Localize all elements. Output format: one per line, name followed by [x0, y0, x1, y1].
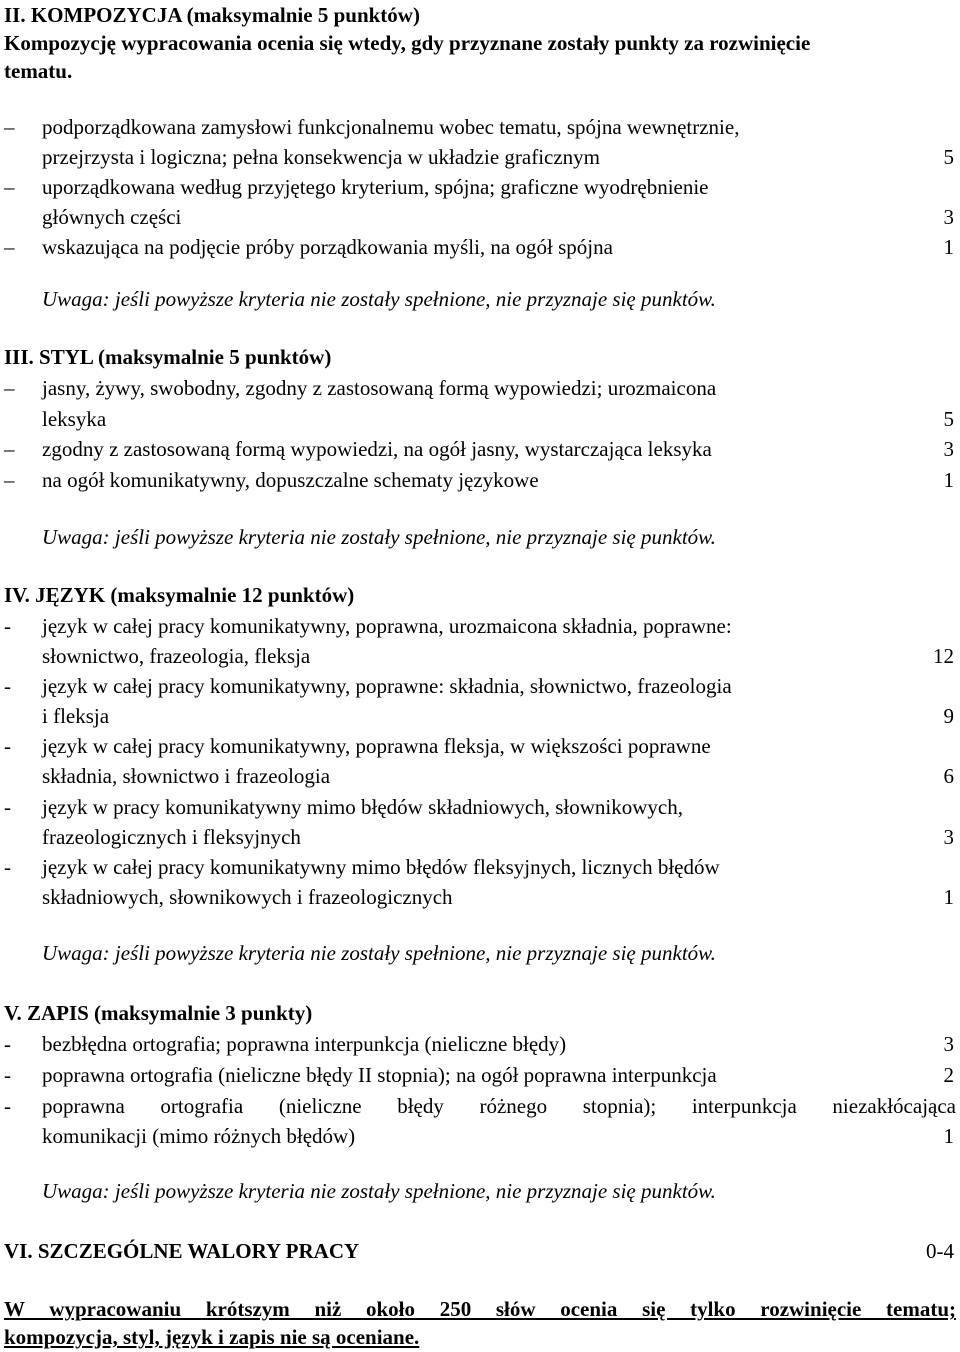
dash-marker: –: [4, 376, 15, 400]
dash-marker: -: [4, 734, 11, 758]
section-3-note: [0, 522, 960, 552]
section-4-heading: IV. JĘZYK (maksymalnie 12 punktów): [4, 583, 355, 607]
dash-marker: -: [4, 855, 11, 879]
section-2-intro-line-2: tematu.: [4, 59, 73, 83]
section-4-item-3: [0, 731, 960, 761]
section-3-item-1: [0, 373, 960, 403]
section-3-item-1-cont: [0, 404, 960, 434]
section-6-row: [0, 1236, 960, 1266]
section-5-item-3: [0, 1091, 960, 1121]
criterion-text: składnia, słownictwo i frazeologia: [42, 764, 331, 788]
score-value: 3: [943, 437, 954, 461]
section-4-item-1: [0, 611, 960, 641]
section-4-note: [0, 938, 960, 968]
criterion-text: głównych części: [42, 205, 182, 229]
score-value: 6: [943, 764, 954, 788]
dash-marker: -: [4, 795, 11, 819]
criterion-text: bezbłędna ortografia; poprawna interpunkcja (nieliczne błędy): [42, 1032, 567, 1056]
section-5-item-2: [0, 1060, 960, 1090]
section-2-item-3: [0, 232, 960, 262]
score-value: 3: [943, 825, 954, 849]
score-value: 1: [943, 885, 954, 909]
criterion-text: język w całej pracy komunikatywny, poprawne: składnia, słownictwo, frazeologia: [42, 674, 732, 698]
criterion-text: język w całej pracy komunikatywny mimo błędów fleksyjnych, licznych błędów: [42, 855, 720, 879]
section-3-heading: III. STYL (maksymalnie 5 punktów): [4, 345, 332, 369]
score-value: 0-4: [926, 1239, 954, 1263]
score-value: 1: [943, 468, 954, 492]
section-2-item-1: [0, 112, 960, 142]
section-5-item-1: [0, 1029, 960, 1059]
section-4-item-3-cont: [0, 761, 960, 791]
section-5-heading: V. ZAPIS (maksymalnie 3 punkty): [4, 1001, 313, 1025]
note-text: Uwaga: jeśli powyższe kryteria nie zostały spełnione, nie przyznaje się punktów.: [42, 941, 716, 965]
final-note-text: W wypracowaniu krótszym niż około 250 słów ocenia się tylko rozwinięcie tematu;: [4, 1297, 956, 1321]
dash-marker: –: [4, 115, 15, 139]
section-3-item-2: [0, 434, 960, 464]
score-value: 5: [943, 145, 954, 169]
criterion-text: frazeologicznych i fleksyjnych: [42, 825, 301, 849]
dash-marker: -: [4, 614, 11, 638]
section-2-item-1-cont: [0, 142, 960, 172]
section-3-item-3: [0, 465, 960, 495]
criterion-text: na ogół komunikatywny, dopuszczalne schematy językowe: [42, 468, 539, 492]
section-2-heading: II. KOMPOZYCJA (maksymalnie 5 punktów): [4, 3, 420, 27]
criterion-text: słownictwo, frazeologia, fleksja: [42, 644, 311, 668]
final-note-line-2: [0, 1322, 960, 1352]
score-value: 2: [943, 1063, 954, 1087]
section-4-item-5-cont: [0, 882, 960, 912]
dash-marker: -: [4, 1032, 11, 1056]
score-value: 5: [943, 407, 954, 431]
criterion-text: język w pracy komunikatywny mimo błędów składniowych, słownikowych,: [42, 795, 683, 819]
criterion-text: zgodny z zastosowaną formą wypowiedzi, na ogół jasny, wystarczająca leksyka: [42, 437, 712, 461]
score-value: 9: [943, 704, 954, 728]
criterion-text: uporządkowana według przyjętego kryterium, spójna; graficzne wyodrębnienie: [42, 175, 709, 199]
note-text: Uwaga: jeśli powyższe kryteria nie zostały spełnione, nie przyznaje się punktów.: [42, 1179, 716, 1203]
section-2-note: [0, 284, 960, 314]
section-4-item-5: [0, 852, 960, 882]
section-4-item-4-cont: [0, 822, 960, 852]
section-5-item-3-cont: [0, 1121, 960, 1151]
criterion-text: leksyka: [42, 407, 107, 431]
section-4-item-2: [0, 671, 960, 701]
section-2-item-2-cont: [0, 202, 960, 232]
note-text: Uwaga: jeśli powyższe kryteria nie zostały spełnione, nie przyznaje się punktów.: [42, 525, 716, 549]
dash-marker: -: [4, 1094, 11, 1118]
score-value: 1: [943, 235, 954, 259]
criterion-text: przejrzysta i logiczna; pełna konsekwencja w układzie graficznym: [42, 145, 601, 169]
final-note-text: kompozycja, styl, język i zapis nie są oceniane.: [4, 1325, 420, 1349]
criterion-text: język w całej pracy komunikatywny, poprawna, urozmaicona składnia, poprawne:: [42, 614, 732, 638]
section-2-item-2: [0, 172, 960, 202]
criterion-text: składniowych, słownikowych i frazeologicznych: [42, 885, 453, 909]
score-value: 3: [943, 205, 954, 229]
section-6-heading: VI. SZCZEGÓLNE WALORY PRACY: [4, 1239, 360, 1263]
section-4-item-4: [0, 792, 960, 822]
score-value: 1: [943, 1124, 954, 1148]
criterion-text: jasny, żywy, swobodny, zgodny z zastosowaną formą wypowiedzi; urozmaicona: [42, 376, 717, 400]
score-value: 3: [943, 1032, 954, 1056]
section-5-note: [0, 1176, 960, 1206]
dash-marker: –: [4, 235, 15, 259]
criterion-text: poprawna ortografia (nieliczne błędy różnego stopnia); interpunkcja niezakłócająca: [42, 1094, 956, 1118]
note-text: Uwaga: jeśli powyższe kryteria nie zostały spełnione, nie przyznaje się punktów.: [42, 287, 716, 311]
dash-marker: -: [4, 674, 11, 698]
dash-marker: –: [4, 468, 15, 492]
criterion-text: język w całej pracy komunikatywny, poprawna fleksja, w większości poprawne: [42, 734, 711, 758]
criterion-text: wskazująca na podjęcie próby porządkowania myśli, na ogół spójna: [42, 235, 613, 259]
section-2-intro-line-1: Kompozycję wypracowania ocenia się wtedy, gdy przyznane zostały punkty za rozwinięcie: [4, 31, 811, 55]
dash-marker: –: [4, 175, 15, 199]
criterion-text: i fleksja: [42, 704, 110, 728]
dash-marker: –: [4, 437, 15, 461]
dash-marker: -: [4, 1063, 11, 1087]
section-4-item-1-cont: [0, 641, 960, 671]
criterion-text: podporządkowana zamysłowi funkcjonalnemu wobec tematu, spójna wewnętrznie,: [42, 115, 740, 139]
final-note-line-1: [0, 1294, 960, 1324]
section-4-item-2-cont: [0, 701, 960, 731]
criterion-text: komunikacji (mimo różnych błędów): [42, 1124, 356, 1148]
score-value: 12: [933, 644, 954, 668]
criterion-text: poprawna ortografia (nieliczne błędy II stopnia); na ogół poprawna interpunkcja: [42, 1063, 717, 1087]
